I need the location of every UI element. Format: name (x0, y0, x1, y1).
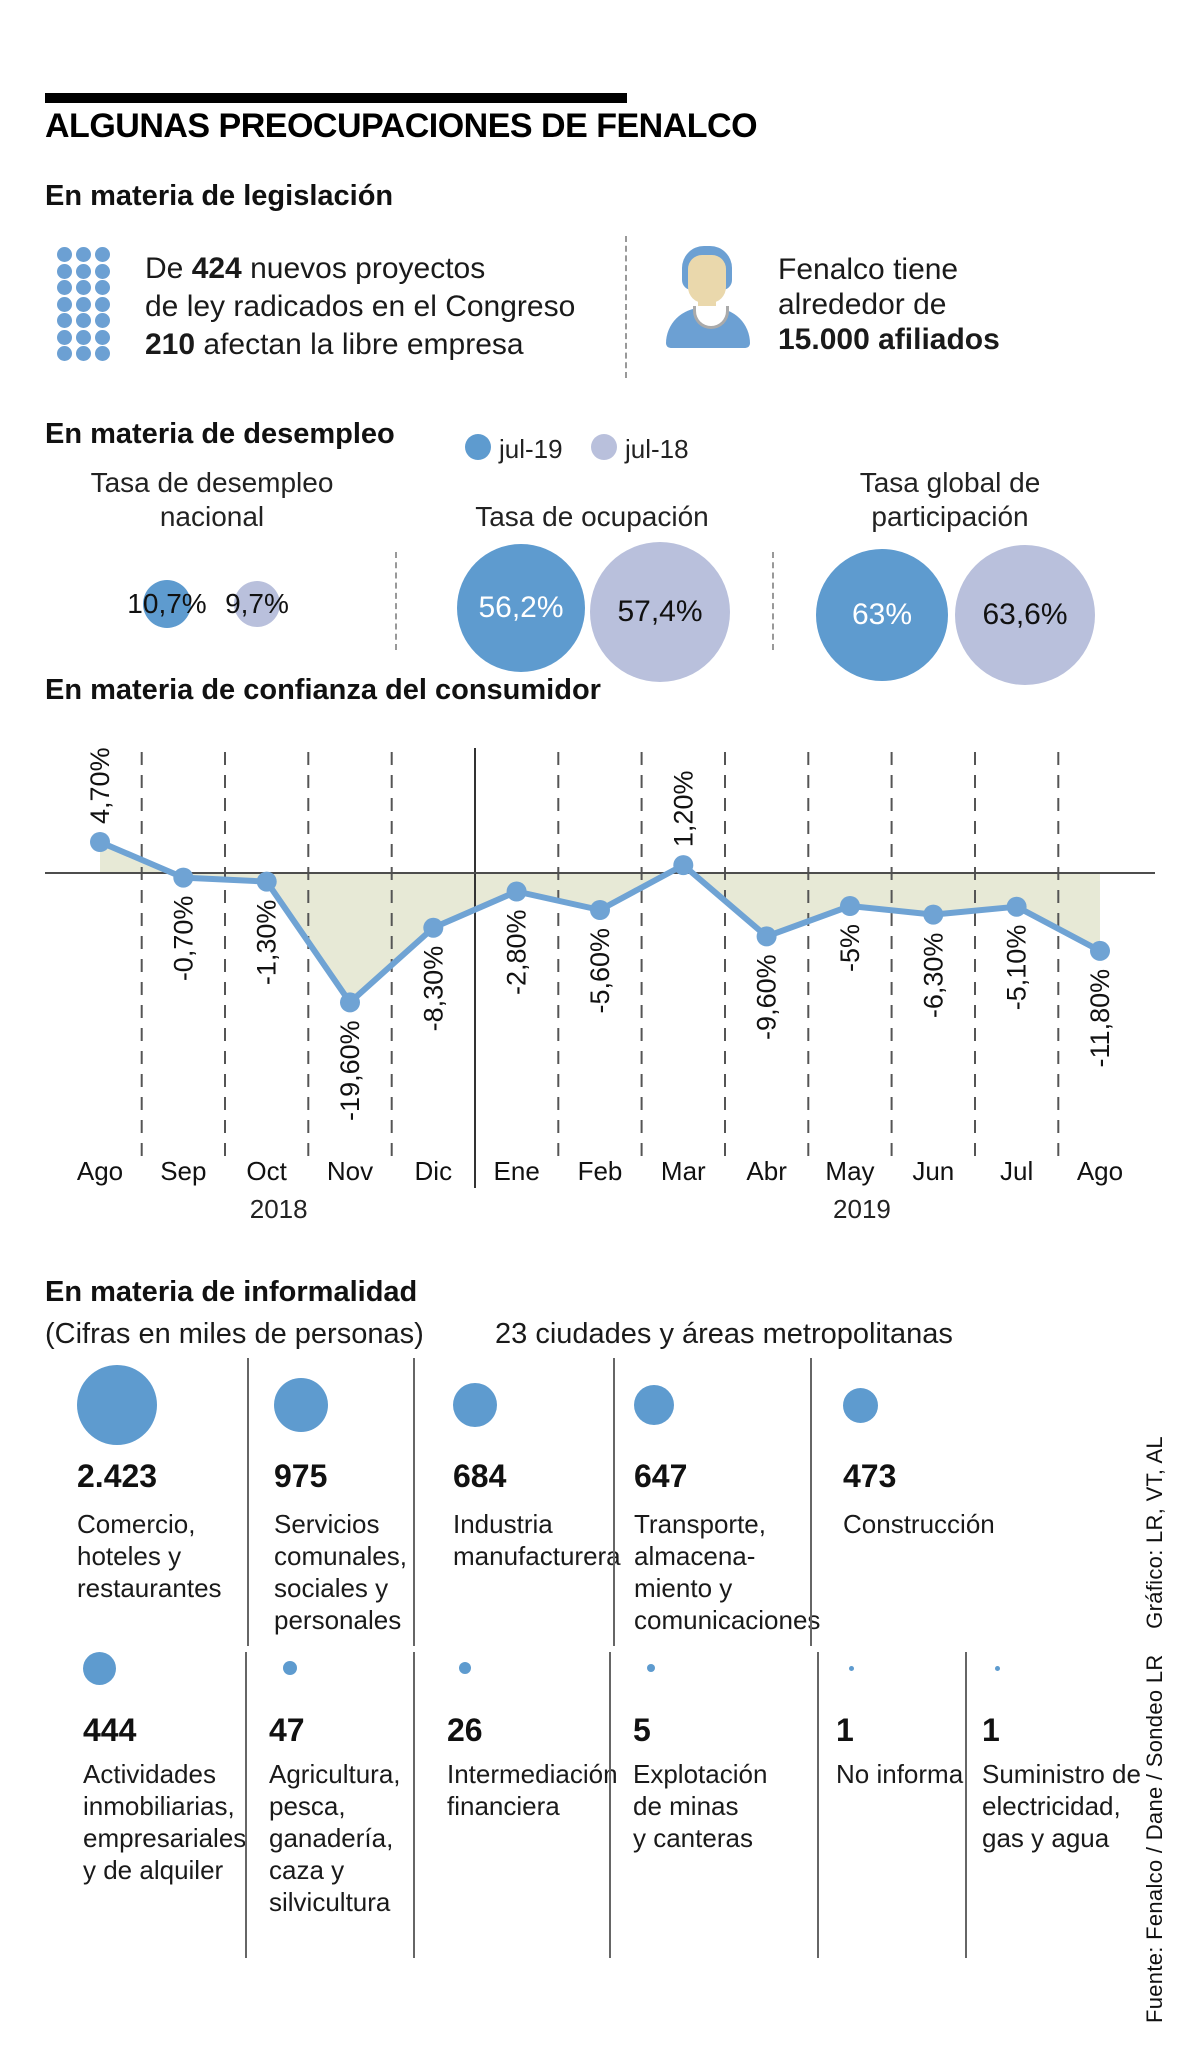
bubble-participacion-jul19: 63% (816, 549, 948, 681)
sector-circle (274, 1378, 328, 1432)
month-label: Ago (76, 1156, 124, 1186)
sector-value: 647 (634, 1458, 688, 1494)
chart-point-marker (173, 868, 193, 888)
sector-label-line: miento y (634, 1573, 733, 1603)
bubble-value-desempleo-jul19: 10,7% (127, 588, 207, 619)
sector-label-line: financiera (447, 1791, 560, 1821)
sector-value: 444 (83, 1712, 137, 1748)
chart-point-marker (90, 832, 110, 852)
grid-dot-icon (57, 330, 72, 345)
sector-circle (83, 1652, 116, 1685)
title-rule (45, 93, 627, 103)
grid-dot-icon (95, 297, 110, 312)
month-label: Sep (160, 1156, 207, 1186)
source-credit: Fuente: Fenalco / Dane / Sondeo LR Gráfico: LR, VT, AL (1142, 1436, 1167, 2023)
month-label: Abr (746, 1156, 787, 1186)
group-label-line: Tasa de ocupación (475, 501, 709, 532)
informality-note-1: (Cifras en miles de personas) (45, 1318, 424, 1350)
sector-label-line: hoteles y (77, 1541, 182, 1571)
sector-label-line: manufacturera (453, 1541, 621, 1571)
chart-value-label: -5% (834, 924, 865, 973)
dots-grid-icon (57, 247, 110, 361)
sector-value: 5 (633, 1712, 651, 1748)
month-label: May (825, 1156, 875, 1186)
chart-value-label: -5,10% (1001, 924, 1032, 1011)
grid-dot-icon (76, 247, 91, 262)
consumer-confidence-chart (0, 730, 1200, 1230)
chart-value-label: -5,60% (584, 927, 615, 1014)
sector-label-line: Intermediación (447, 1759, 618, 1789)
chart-point-marker (923, 905, 943, 925)
chart-value-label: -8,30% (418, 945, 449, 1032)
sector-label-line: caza y (269, 1855, 345, 1885)
sector-value: 2.423 (77, 1458, 158, 1494)
sector-label-line: y canteras (633, 1823, 753, 1853)
affiliates-line-2: alrededor de (778, 288, 947, 321)
chart-point-marker (257, 872, 277, 892)
sector-label-line: y de alquiler (83, 1855, 224, 1885)
page-title: ALGUNAS PREOCUPACIONES DE FENALCO (45, 107, 758, 145)
chart-value-label: -2,80% (501, 909, 532, 996)
month-label: Nov (326, 1156, 374, 1186)
grid-dot-icon (76, 280, 91, 295)
sector-circle (77, 1365, 157, 1445)
month-label: Oct (246, 1156, 287, 1186)
fact-text: nuevos proyectos (241, 252, 486, 285)
chart-point-marker (1007, 897, 1027, 917)
bubble-ocupacion-jul19: 56,2% (457, 544, 585, 672)
sector-label-line: gas y agua (982, 1823, 1110, 1853)
grid-dot-icon (95, 313, 110, 328)
month-label: Dic (414, 1156, 453, 1186)
sector-value: 975 (274, 1458, 328, 1494)
column-divider (413, 1652, 415, 1958)
column-divider (247, 1358, 249, 1646)
sector-label-line: Industria (453, 1509, 553, 1539)
sector-value: 473 (843, 1458, 897, 1494)
column-divider (413, 1358, 415, 1646)
affiliates-fact (778, 252, 1000, 357)
sector-label-line: Transporte, (634, 1509, 766, 1539)
legend-dot-jul19 (465, 434, 491, 460)
sector-label-line: Suministro de (982, 1759, 1141, 1789)
group-divider-dashed (395, 552, 397, 650)
grid-dot-icon (76, 264, 91, 279)
grid-dot-icon (57, 313, 72, 328)
grid-dot-icon (76, 346, 91, 361)
sector-label-line: inmobiliarias, (83, 1791, 235, 1821)
sector-circle (843, 1388, 878, 1423)
sector-label-line: sociales y (274, 1573, 389, 1603)
sector-label-line: Explotación (633, 1759, 768, 1789)
sector-circle (647, 1664, 655, 1672)
section-heading-desempleo: En materia de desempleo (45, 418, 395, 450)
sector-label-line: Agricultura, (269, 1759, 401, 1789)
chart-point-marker (590, 900, 610, 920)
sector-label-line: silvicultura (269, 1887, 391, 1917)
sector-label-line: ganadería, (269, 1823, 394, 1853)
affiliates-line-1: Fenalco tiene (778, 253, 959, 286)
chart-point-marker (507, 882, 527, 902)
legend-label-jul18: jul-18 (625, 434, 689, 464)
month-label: Jul (1000, 1156, 1034, 1186)
group-label-line: Tasa de desempleo (90, 467, 334, 498)
grid-dot-icon (57, 247, 72, 262)
bubble-ocupacion-jul18: 57,4% (590, 542, 730, 682)
section-heading-legislacion: En materia de legislación (45, 180, 394, 212)
sector-value: 1 (836, 1712, 854, 1748)
sector-value: 47 (269, 1712, 305, 1748)
column-divider (613, 1358, 615, 1646)
section-divider-dashed (625, 236, 627, 378)
sector-label-line: comunales, (274, 1541, 407, 1571)
sector-circle (849, 1666, 854, 1671)
chart-value-label: 1,20% (668, 770, 699, 848)
month-label: Ene (493, 1156, 540, 1186)
sector-value: 684 (453, 1458, 507, 1494)
column-divider (245, 1652, 247, 1958)
sector-label-line: Comercio, (77, 1509, 196, 1539)
sector-label-line: Actividades (83, 1759, 216, 1789)
chart-value-label: -11,80% (1084, 968, 1115, 1068)
fact-line-1 (145, 250, 575, 288)
section-heading-confianza: En materia de confianza del consumidor (45, 674, 601, 706)
fact-number-424: 424 (191, 252, 242, 285)
sector-label-line: Servicios (274, 1509, 380, 1539)
grid-dot-icon (57, 346, 72, 361)
fact-text: De (145, 252, 192, 285)
sector-label-line: restaurantes (77, 1573, 222, 1603)
sector-label-line: electricidad, (982, 1791, 1121, 1821)
group-label-desempleo-nacional (62, 466, 362, 534)
legislation-fact (145, 250, 575, 364)
legend-dot-jul18 (591, 434, 617, 460)
grid-dot-icon (76, 297, 91, 312)
group-label-line: Tasa global de (859, 467, 1041, 498)
fact-text: afectan la libre empresa (195, 328, 524, 361)
grid-dot-icon (95, 264, 110, 279)
informality-note-2: 23 ciudades y áreas metropolitanas (495, 1318, 953, 1350)
chart-value-label: 4,70% (85, 747, 115, 824)
chart-point-marker (423, 918, 443, 938)
month-label: Ago (1076, 1156, 1124, 1186)
grid-dot-icon (95, 346, 110, 361)
fact-line-2: de ley radicados en el Congreso (145, 290, 576, 323)
chart-point-marker (340, 992, 360, 1012)
sector-label-line: almacena- (634, 1541, 756, 1571)
group-label-participacion (800, 466, 1100, 534)
sector-circle (459, 1662, 471, 1674)
sector-label-line: empresariales (83, 1823, 247, 1853)
grid-dot-icon (57, 280, 72, 295)
group-label-ocupacion (442, 500, 742, 534)
grid-dot-icon (95, 330, 110, 345)
sector-circle (995, 1666, 1000, 1671)
sector-label-line: de minas (633, 1791, 739, 1821)
person-icon (666, 246, 750, 348)
group-label-line: nacional (159, 501, 265, 532)
chart-value-label: -6,30% (918, 932, 949, 1019)
chart-point-marker (1090, 941, 1110, 961)
legend-label-jul19: jul-19 (499, 434, 563, 464)
chart-value-label: -0,70% (168, 895, 199, 982)
sector-value: 26 (447, 1712, 483, 1748)
column-divider (965, 1652, 967, 1958)
column-divider (609, 1652, 611, 1958)
bubble-value-desempleo-jul18: 9,7% (225, 588, 289, 619)
sector-label-line: comunicaciones (634, 1605, 821, 1635)
sector-circle (634, 1385, 674, 1425)
bubble-participacion-jul18: 63,6% (955, 545, 1095, 685)
chart-point-marker (673, 855, 693, 875)
chart-point-marker (757, 926, 777, 946)
sector-label-line: Construcción (843, 1509, 995, 1539)
sector-circle (283, 1661, 297, 1675)
chart-value-label: -9,60% (751, 954, 782, 1040)
month-label: Jun (912, 1156, 955, 1186)
chart-value-label: -1,30% (251, 899, 282, 986)
year-label: 2019 (833, 1194, 891, 1224)
grid-dot-icon (57, 264, 72, 279)
column-divider (817, 1652, 819, 1958)
month-label: Mar (660, 1156, 706, 1186)
fact-line-3 (145, 326, 575, 364)
section-heading-informalidad: En materia de informalidad (45, 1276, 418, 1308)
sector-circle (453, 1383, 497, 1427)
sector-label-line: personales (274, 1605, 402, 1635)
sector-value: 1 (982, 1712, 1000, 1748)
chart-point-marker (840, 896, 860, 916)
group-divider-dashed (772, 552, 774, 650)
fact-number-210: 210 (145, 328, 196, 361)
grid-dot-icon (76, 313, 91, 328)
chart-value-label: -19,60% (334, 1020, 365, 1121)
grid-dot-icon (95, 247, 110, 262)
grid-dot-icon (57, 297, 72, 312)
column-divider (810, 1358, 812, 1646)
month-label: Feb (577, 1156, 623, 1186)
group-label-line: participación (871, 501, 1029, 532)
person-face (688, 255, 726, 303)
year-label: 2018 (249, 1194, 308, 1224)
sector-label-line: pesca, (269, 1791, 346, 1821)
sector-label-line: No informa (836, 1759, 964, 1789)
grid-dot-icon (95, 280, 110, 295)
grid-dot-icon (76, 330, 91, 345)
affiliates-line-3: 15.000 afiliados (778, 323, 1000, 356)
